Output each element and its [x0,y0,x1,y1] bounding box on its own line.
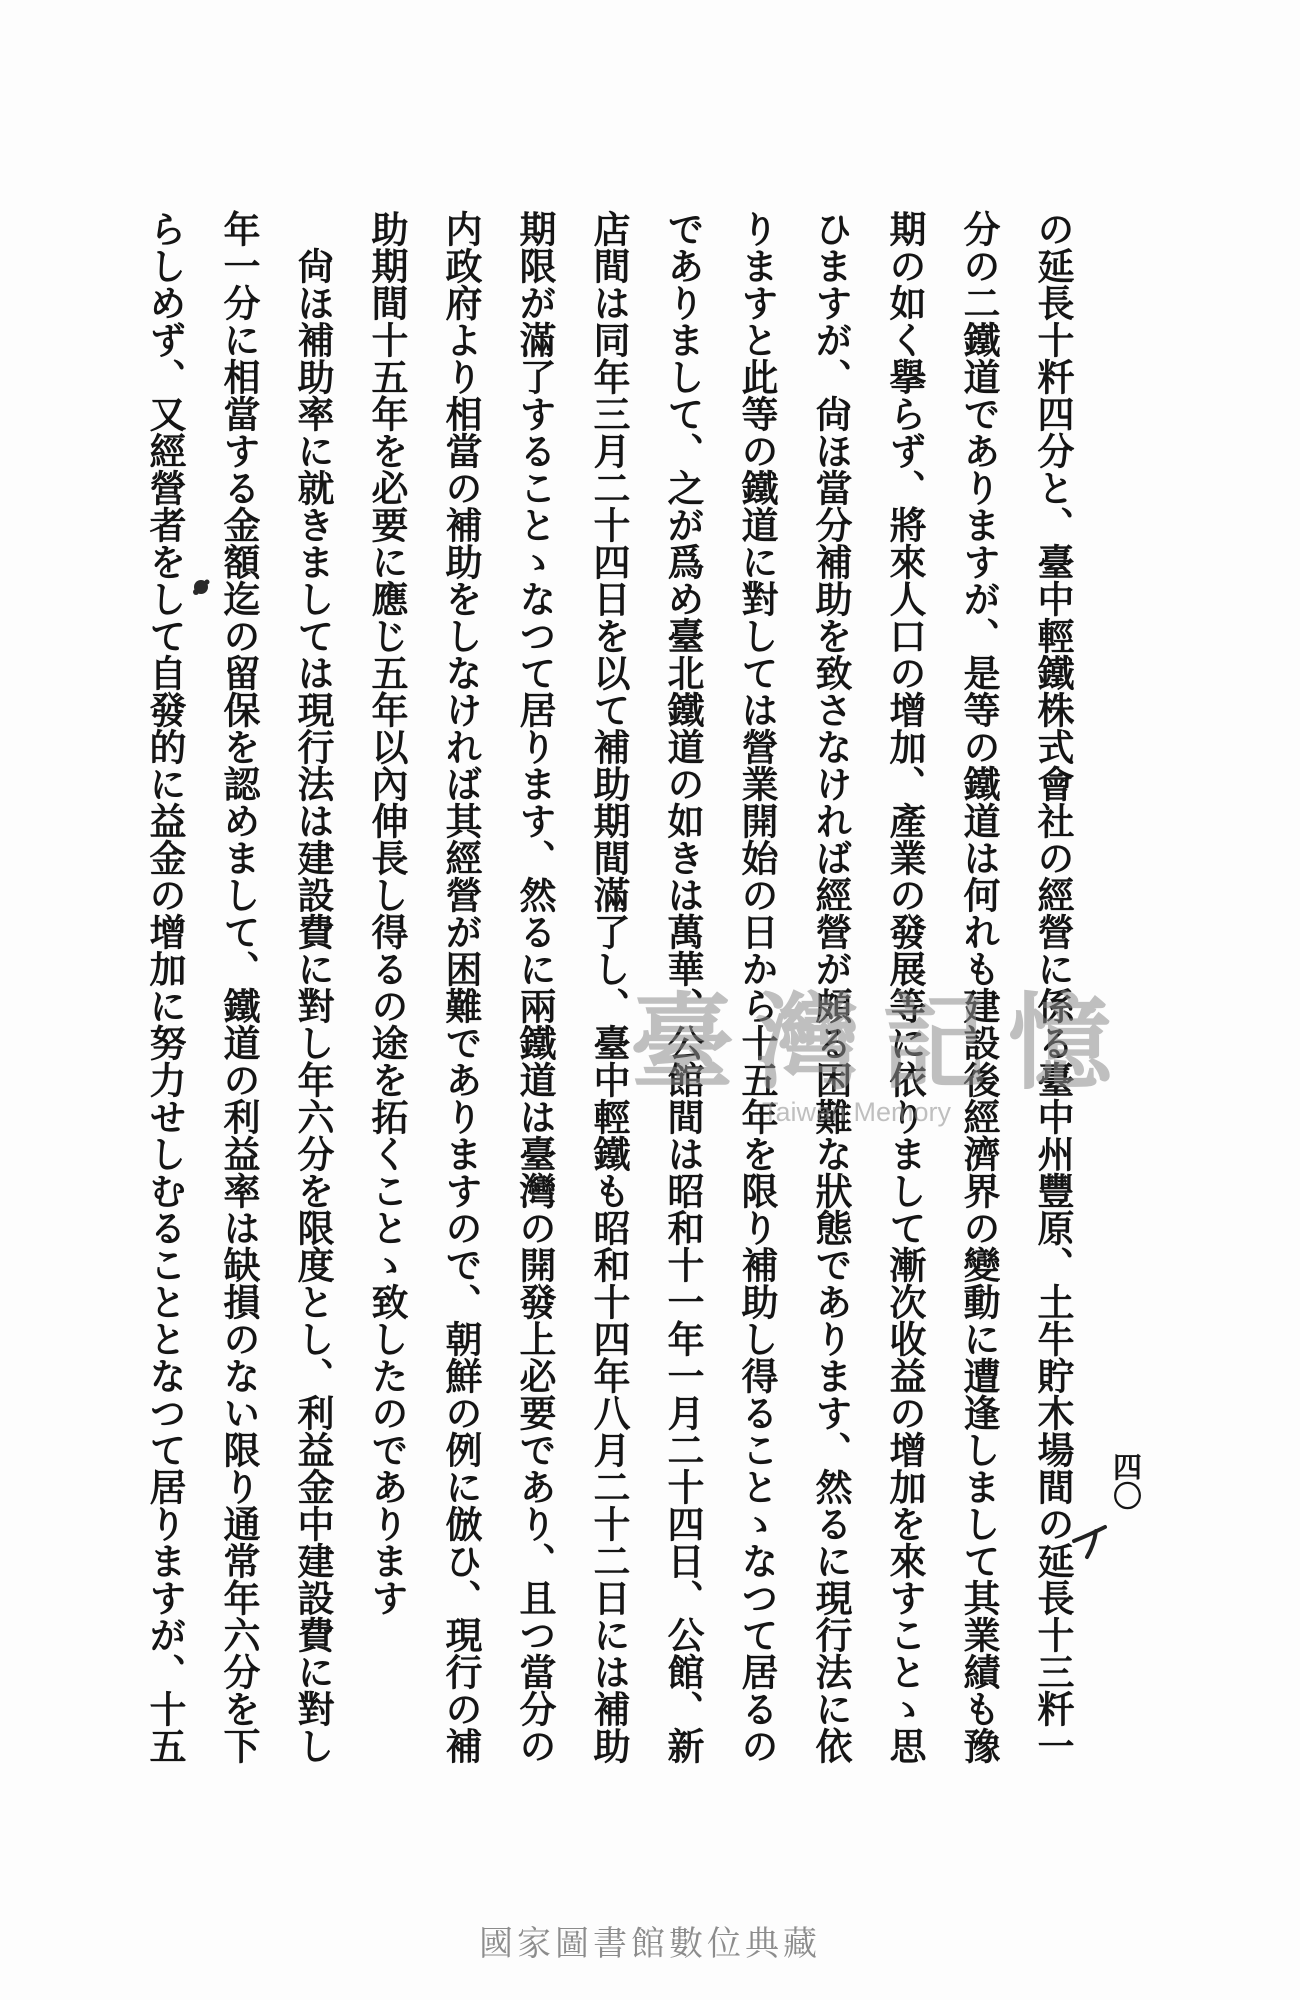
text-column: 助期間十五年を必要に應じ五年以內伸長し得るの途を拓くことゝ致したのであります [365,210,409,1616]
text-column: らしめず、又經營者をして自發的に益金の增加に努力せしむることとなつて居りますが、十五 [143,210,187,1764]
text-column: でありまして、之が爲め臺北鐵道の如きは萬華、公館間は昭和十一年一月二十四日、公館、新 [661,210,705,1764]
watermark-title: 臺灣記憶 [630,981,1135,1104]
text-column: の延長十粁四分と、臺中輕鐵株式會社の經營に係る臺中州豐原、土牛貯木場間の延長十三粁一 [1031,210,1075,1764]
text-column: 分の二鐵道でありますが、是等の鐵道は何れも建設後經濟界の變動に遭逢しまして其業績も豫 [957,210,1001,1764]
text-column: 年一分に相當する金額迄の留保を認めまして、鐵道の利益率は缺損のない限り通常年六分を下 [217,210,261,1764]
text-column: 期の如く擧らず、將來人口の增加、產業の發展等に依りまして漸次收益の增加を來すことゝ思 [883,210,927,1764]
page-number: 四〇 [1109,1452,1143,1510]
watermark-subtitle: Taiwan Memory [762,1097,952,1127]
text-column: りますと此等の鐵道に對しては營業開始の日から十五年を限り補助し得ることゝなつて居るの [735,210,779,1764]
text-column: 内政府より相當の補助をしなければ其經營が困難でありますので、朝鮮の例に倣ひ、現行の補 [439,210,483,1764]
archive-footer: 國家圖書館數位典藏 [479,1924,821,1964]
text-column: 期限が滿了することゝなつて居ります、然るに兩鐵道は臺灣の開發上必要であり、且つ當分の [513,210,557,1764]
text-column: 尙ほ補助率に就きましては現行法は建設費に對し年六分を限度とし、利益金中建設費に對し [291,210,335,1764]
text-column: ひますが、尙ほ當分補助を致さなければ經營が頗る困難な狀態であります、然るに現行法に依 [809,210,853,1764]
vertical-text-block [128,210,1090,1790]
text-column: 店間は同年三月二十四日を以て補助期間滿了し、臺中輕鐵も昭和十四年八月二十二日には補助 [587,210,631,1764]
